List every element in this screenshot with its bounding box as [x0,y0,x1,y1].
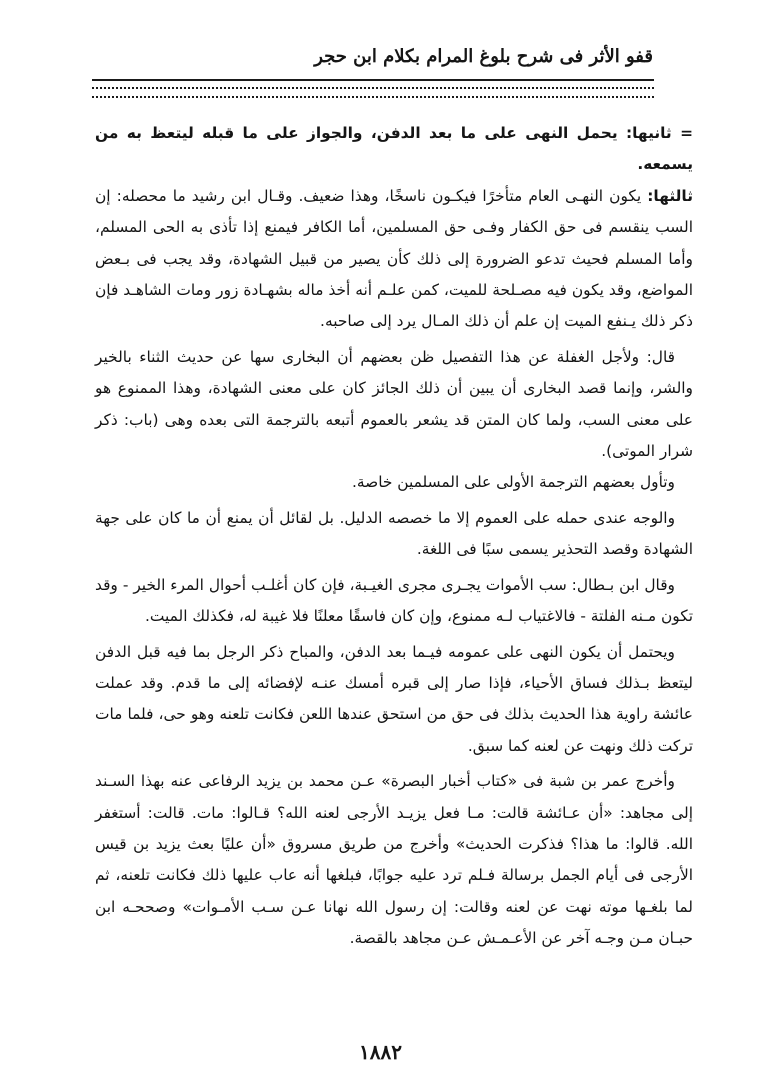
paragraph-lead: = ثانيها: يحمل النهى على ما بعد الدفن، والجواز على ما قبله ليتعظ به من يسمعه. [95,124,693,174]
header-rule-dotted-1 [92,87,654,89]
header-rule-solid [92,79,654,81]
paragraph [95,118,693,181]
paragraph: وأخرج عمر بن شبة فى «كتاب أخبار البصرة» عـن محمد بن يزيد الرفاعى عنه بهذا السـند إلى مجاهد: «أن عـائشة قالت: مـا فعل يزيـد الأرجى لعنه الله؟ قـالوا: مات. قالت: أستغفر الله. قالوا: ما هذا؟ فذكرت الحديث» وأخرج من طريق مسروق «أن عليًا بعث يزيد بن قيس الأرجى فى أيام الجمل برسالة فـلم ترد عليه جوابًا، فبلغها أنه عاب عليها ذلك فكانت تلعنه، ثم لما بلغـها موته نهت عن لعنه وقالت: إن رسول الله نهانا عـن سـب الأمـوات» وصححـه ابن حبـان مـن وجـه آخر عن الأعـمـش عـن مجاهد بالقصة. [95,772,693,948]
body-text [95,118,693,955]
paragraph-lead: ثالثها: [647,186,693,205]
paragraph: ثالثها: يكون النهـى العام متأخرًا فيكـون ناسخًا، وهذا ضعيف. وقـال ابن رشيد ما محصله: إن السب ينقسم فى حق الكفار وفـى حق المسلمين، أما الكافر فيمنع إذا تأذى به الحى المسلم، وأما المسلم فحيث تدعو الضرورة إلى ذلك كأن يصير من قبيل الشهادة، وقد يجب فى بـعض المواضع، وقد يكون فيه مصـلحة للميت، كمن علـم أنه أخذ ماله بشهـادة زور ومات الشاهـد فإن ذكر ذلك يـنفع الميت إن علم أن ذلك المـال يرد إلى صاحبه. [95,186,693,331]
paragraph: ويحتمل أن يكون النهى على عمومه فيـما بعد الدفن، والمباح ذكر الرجل بما فيه قبل الدفن ليتعظ بـذلك فساق الأحياء، فإذا صار إلى قبره أمسك عنـه لإفضائه إلى ما قدم. وقد عملت عائشة راوية هذا الحديث بذلك فى حق من استحق عندها اللعن فكانت تلعنه وهو حى، فلما مات تركت ذلك ونهت عن لعنه كما سبق. [95,642,693,755]
page-number: ١٨٨٢ [359,1040,402,1064]
paragraph: والوجه عندى حمله على العموم إلا ما خصصه الدليل. بل لقائل أن يمنع أن ما كان على جهة الشهادة وقصد التحذير يسمى سبًا فى اللغة. [95,508,693,559]
header-rule-dotted-2 [92,96,654,98]
paragraph: وتأول بعضهم الترجمة الأولى على المسلمين خاصة. [351,473,675,492]
running-header: قفو الأثر فى شرح بلوغ المرام بكلام ابن حجر [314,46,653,67]
paragraph: وقال ابن بـطال: سب الأموات يجـرى مجرى الغيـبة، فإن كان أغلـب أحوال المرء الخير - وقد تكون مـنه الفلتة - فالاغتياب لـه ممنوع، وإن كان فاسقًا معلنًا فلا غيبة له، فكذلك الميت. [95,575,693,626]
paragraph: قال: ولأجل الغفلة عن هذا التفصيل ظن بعضهم أن البخارى سها عن حديث الثناء بالخير والشر، وإنما قصد البخارى أن يبين أن ذلك الجائز كان على معنى الشهادة، وهذا الممنوع هو على معنى السب، ولما كان المتن قد يشعر بالعموم أتبعه بالترجمة التى بعده وهى (باب: ذكر شرار الموتى). [95,347,693,461]
